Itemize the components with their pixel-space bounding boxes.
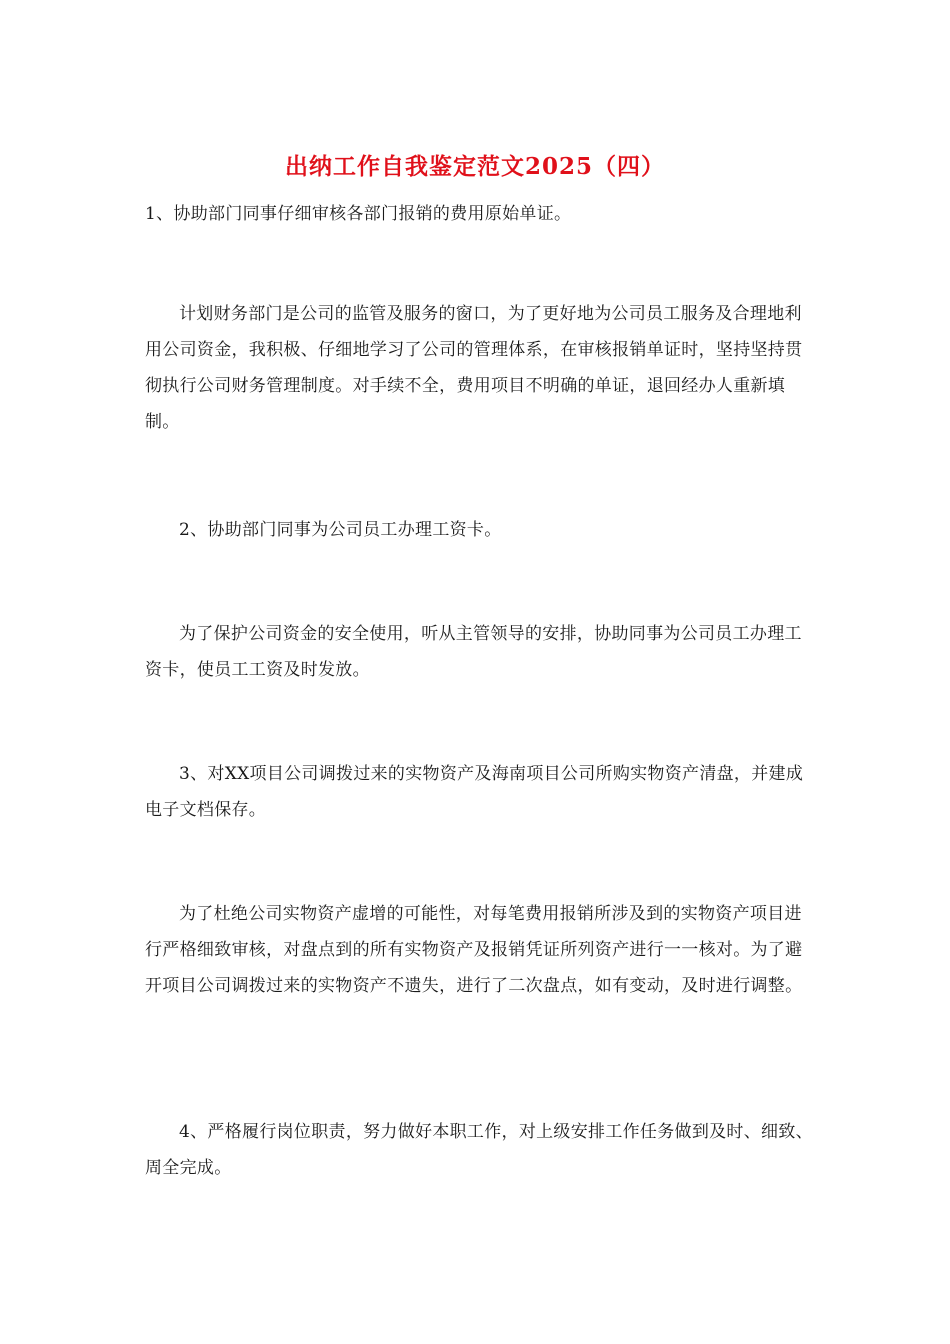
- paragraph-item-2-detail: 为了保护公司资金的安全使用，听从主管领导的安排，协助同事为公司员工办理工资卡，使员工工资及时发放。: [145, 624, 802, 680]
- paragraph-item-4: 4、严格履行岗位职责，努力做好本职工作，对上级安排工作任务做到及时、细致、周全完成。: [145, 1122, 813, 1178]
- paragraph-item-1: 1、协助部门同事仔细审核各部门报销的费用原始单证。: [145, 204, 572, 224]
- paragraph-item-3-detail: 为了杜绝公司实物资产虚增的可能性，对每笔费用报销所涉及到的实物资产项目进行严格细致审核，对盘点到的所有实物资产及报销凭证所列资产进行一一核对。为了避开项目公司调拨过来的实物资产不遗失，进行了二次盘点，如有变动，及时进行调整。: [145, 904, 803, 996]
- document-title: 出纳工作自我鉴定范文2025（四）: [284, 153, 665, 180]
- paragraph-item-1-detail: 计划财务部门是公司的监管及服务的窗口，为了更好地为公司员工服务及合理地利用公司资金，我积极、仔细地学习了公司的管理体系，在审核报销单证时，坚持坚持贯彻执行公司财务管理制度。对手续不全，费用项目不明确的单证，退回经办人重新填制。: [145, 304, 803, 432]
- paragraph-item-2: 2、协助部门同事为公司员工办理工资卡。: [179, 520, 502, 540]
- paragraph-item-3: 3、对XX项目公司调拨过来的实物资产及海南项目公司所购实物资产清盘，并建成电子文档保存。: [145, 764, 804, 820]
